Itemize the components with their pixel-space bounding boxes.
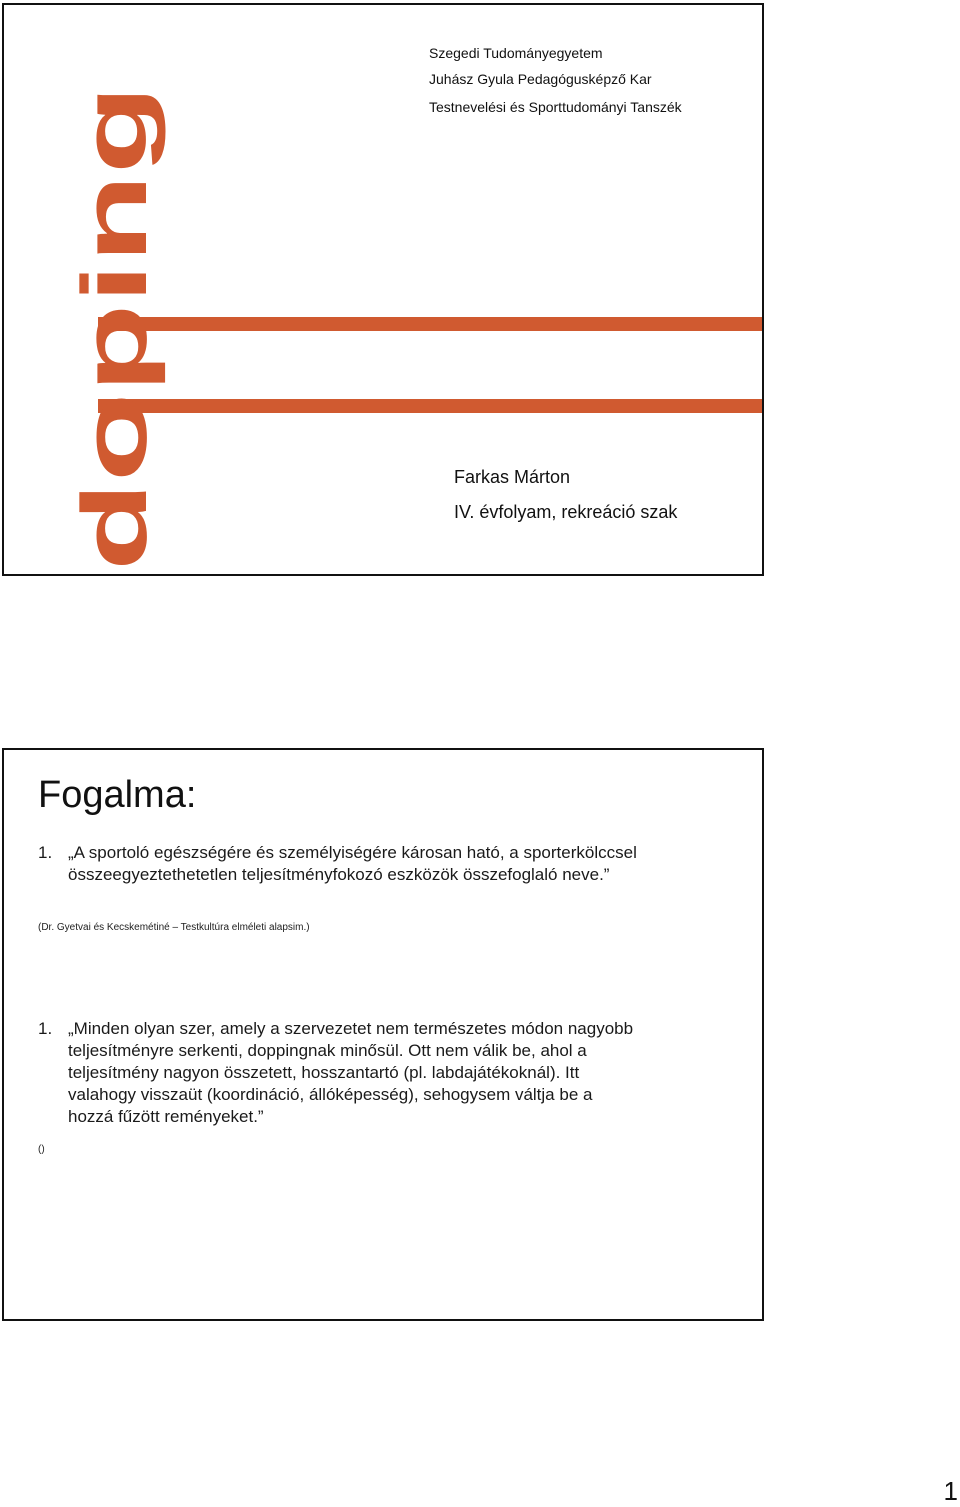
source-citation: (Dr. Gyetvai és Kecskemétiné – Testkultúra elméleti alapsim.): [38, 922, 310, 933]
page-number: 1: [943, 1476, 958, 1506]
slide-title: Fogalma:: [38, 774, 197, 816]
item-number: 1.: [38, 1019, 53, 1038]
faculty-name: Juhász Gyula Pedagógusképző Kar: [429, 71, 652, 87]
doping-logo: [64, 85, 166, 571]
definition-slide: [2, 748, 764, 1321]
title-slide: [2, 3, 764, 576]
item-text: „A sportoló egészségére és személyiségére károsan ható, a sporterkölccsel összeegyeztethetetlen teljesítményfokozó eszközök összefoglaló neve.”: [68, 843, 637, 884]
definition-item: [38, 1018, 638, 1128]
author-name: Farkas Márton: [454, 467, 571, 487]
accent-bar-top: [98, 317, 764, 331]
doping-logo-text: doping: [64, 264, 166, 571]
department-name: Testnevelési és Sporttudományi Tanszék: [429, 99, 682, 115]
accent-bar-bottom: [98, 399, 764, 413]
university-name: Szegedi Tudományegyetem: [429, 45, 603, 61]
source-citation: (): [38, 1144, 45, 1155]
author-year: IV. évfolyam, rekreáció szak: [454, 502, 678, 522]
item-text: „Minden olyan szer, amely a szervezetet nem természetes módon nagyobb teljesítményre serkenti, doppingnak minősül. Ott nem válik be, ahol a teljesítmény nagyon összetett, hosszantartó (pl. labdajátékoknál). Itt valahogy visszaüt (koordináció, állóképesség), sehogysem váltja be a hozzá fűzött reményeket.”: [68, 1019, 634, 1126]
item-number: 1.: [38, 843, 53, 862]
definition-item: [38, 842, 638, 886]
